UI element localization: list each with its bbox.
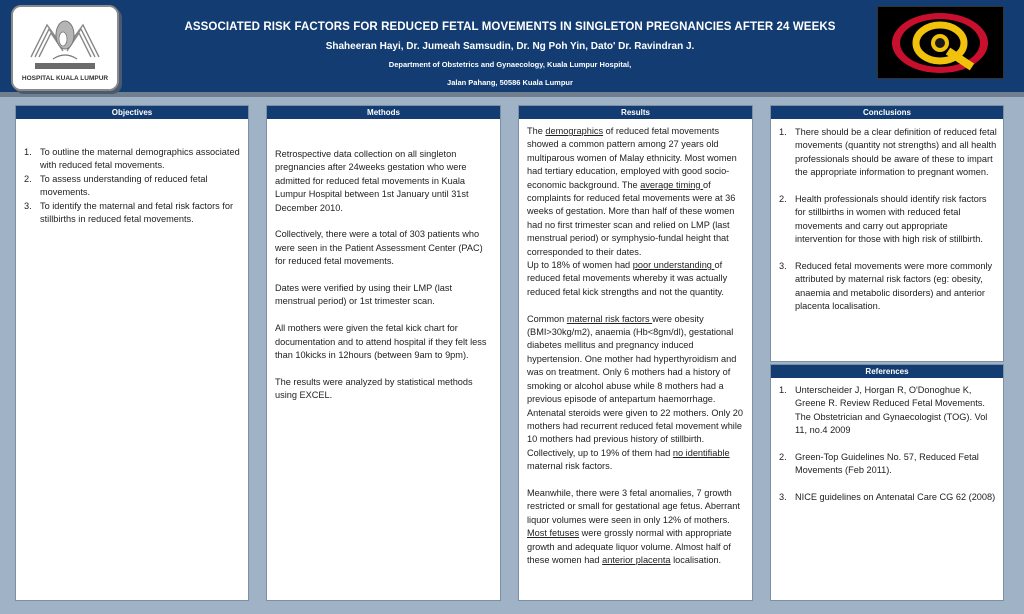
results-panel	[518, 105, 753, 601]
objectives-panel	[15, 105, 249, 601]
references-list	[779, 384, 997, 505]
methods-paragraph: Retrospective data collection on all singleton pregnancies after 24weeks gestation who were admitted for reduced fetal movements in Kuala Lumpur Hospital between 1st January until 31st December 2010.	[275, 149, 469, 213]
reference-item	[779, 491, 997, 504]
results-paragraph-demographics: The demographics of reduced fetal movements showed a common pattern among 27 years old multiparous women of Malay ethnicity. Most women had tertiary education, employed with good socio-economic background. The average timing of complaints for reduced fetal movements were at 36 weeks of gestation. More than half of these women had no first trimester scan and relied on LMP (last menstrual period) or symphysio-fundal height that corresponded to their dates.	[527, 126, 737, 257]
reference-item	[779, 384, 997, 438]
conclusion-number: 1.	[779, 127, 787, 137]
objective-text: To identify the maternal and fetal risk factors for stillbirths in reduced fetal movements.	[40, 200, 234, 225]
conclusion-item	[779, 193, 997, 247]
hospital-crest-icon	[13, 7, 117, 89]
methods-paragraph: Collectively, there were a total of 303 patients who were seen in the Patient Assessment Center (PAC) for reduced fetal movements.	[275, 229, 483, 267]
reference-text: Unterscheider J, Horgan R, O'Donoghue K, Greene R. Review Reduced Fetal Movements. The Obstetrician and Gynaecologist (TOG). Vol 11, no.4 2009	[795, 385, 988, 436]
conclusion-text: There should be a clear definition of reduced fetal movements (quantity not strengths) and all health professionals should be aware of these to impart the appropriate information to pregnant women.	[795, 127, 997, 178]
poster-address: Jalan Pahang, 50586 Kuala Lumpur	[447, 78, 573, 87]
reference-item	[779, 451, 997, 478]
conclusion-item	[779, 126, 997, 180]
objectives-list	[24, 146, 240, 226]
poster-department: Department of Obstetrics and Gynaecology, Kuala Lumpur Hospital,	[388, 60, 632, 69]
poster-title: ASSOCIATED RISK FACTORS FOR REDUCED FETAL MOVEMENTS IN SINGLETON PREGNANCIES AFTER 24 WEEKS	[184, 21, 836, 33]
references-panel	[770, 364, 1004, 601]
conclusion-item	[779, 260, 997, 314]
methods-heading: Methods	[267, 106, 500, 119]
objective-item	[24, 146, 240, 173]
results-paragraph-risk-factors: Common maternal risk factors were obesity (BMI>30kg/m2), anaemia (Hb<8gm/dl), gestational diabetes mellitus and pregnancy induced hypertension. One mother had hyperthyroidism and was on treatment. Only 6 mothers had a history of smoking or alcohol abuse while 8 mothers had a previous episode of antepartum haemorrhage. Antenatal steroids were given to 22 mothers. Only 20 mothers had recurrent reduced fetal movement while 10 mothers had previous history of stillbirth. Collectively, up to 19% of them had no identifiable maternal risk factors.	[527, 313, 744, 472]
objective-number: 2.	[24, 173, 32, 184]
hospital-logo	[11, 5, 119, 91]
results-heading: Results	[519, 106, 752, 119]
objectives-heading: Objectives	[16, 106, 248, 119]
conclusions-panel	[770, 105, 1004, 362]
objective-number: 1.	[24, 147, 32, 157]
objective-text: To outline the maternal demographics associated with reduced fetal movements.	[40, 147, 240, 171]
conclusions-list	[779, 126, 997, 314]
objective-item	[24, 200, 240, 227]
methods-paragraph: Dates were verified by using their LMP (last menstrual period) or 1st trimester scan.	[275, 283, 453, 307]
reference-text: NICE guidelines on Antenatal Care CG 62 (2008)	[795, 492, 996, 503]
conclusion-text: Health professionals should identify risk factors for stillbirths in women with reduced fetal movements and carry out appropriate intervention for those with high risk of stillbirth.	[795, 194, 987, 245]
reference-number: 3.	[779, 492, 787, 503]
quality-logo	[877, 6, 1004, 79]
hospital-logo-text: HOSPITAL KUALA LUMPUR	[21, 75, 109, 82]
header-shadow	[0, 92, 1024, 97]
conclusion-text: Reduced fetal movements were more commonly attributed by maternal risk factors (eg: obesity, anaemia and metabolic disorders) and anterior placenta localisation.	[795, 261, 993, 312]
poster-authors: Shaheeran Hayi, Dr. Jumeah Samsudin, Dr. Ng Poh Yin, Dato' Dr. Ravindran J.	[325, 41, 695, 52]
objective-item	[24, 173, 240, 200]
objective-number: 3.	[24, 200, 32, 211]
quality-q-icon	[878, 7, 1003, 78]
methods-paragraph: The results were analyzed by statistical methods using EXCEL.	[275, 376, 473, 401]
objective-text: To assess understanding of reduced fetal movements.	[40, 173, 208, 198]
conclusions-heading: Conclusions	[771, 106, 1003, 119]
results-paragraph-fetal: Meanwhile, there were 3 fetal anomalies, 7 growth restricted or small for gestational age fetus. Aberrant liquor volumes were seen in only 12% of mothers. Most fetuses were grossly normal with appropriate growth and adequate liquor volume. Almost half of these women had anterior placenta localisation.	[527, 487, 740, 565]
reference-text: Green-Top Guidelines No. 57, Reduced Fetal Movements (Feb 2011).	[795, 452, 979, 476]
reference-number: 2.	[779, 452, 787, 463]
title-block	[150, 18, 870, 92]
conclusion-number: 3.	[779, 261, 787, 272]
results-paragraph-understanding: Up to 18% of women had poor understanding of reduced fetal movements whereby it was actually reduced fetal kick strengths and not the quantity.	[527, 260, 728, 297]
methods-paragraph: All mothers were given the fetal kick chart for documentation and to attend hospital if they felt less than 10kicks in 12hours (between 9am to 9pm).	[275, 323, 487, 361]
methods-panel	[266, 105, 501, 601]
references-heading: References	[771, 365, 1003, 378]
conclusion-number: 2.	[779, 194, 787, 205]
reference-number: 1.	[779, 385, 787, 395]
